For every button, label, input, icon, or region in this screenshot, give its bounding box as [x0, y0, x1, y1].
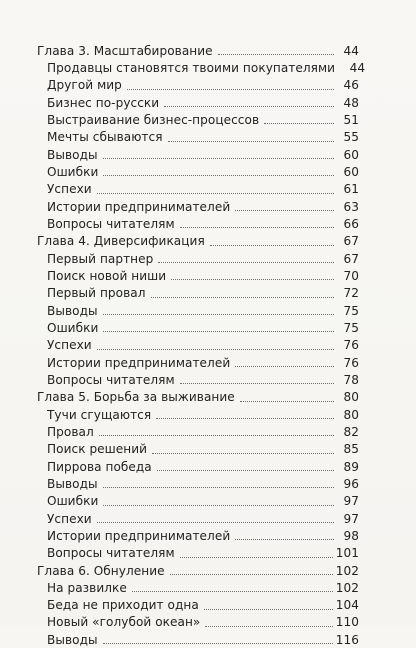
toc-entry-title: Истории предпринимателей: [47, 355, 231, 370]
toc-section-entry: [37, 527, 359, 544]
dot-leader: [156, 417, 334, 419]
dot-leader: [103, 174, 334, 176]
toc-entry-title: Ошибки: [47, 494, 99, 509]
dot-leader: [103, 313, 334, 315]
toc-section-entry: [37, 475, 359, 492]
toc-section-entry: [37, 371, 359, 388]
toc-entry-page-number: 63: [343, 199, 359, 214]
dot-leader: [103, 504, 334, 506]
toc-entry-title: Выводы: [47, 147, 98, 162]
dot-leader: [170, 573, 333, 575]
toc-entry-page-number: 44: [343, 43, 359, 58]
toc-entry-title: Поиск новой ниши: [47, 268, 167, 283]
dot-leader: [99, 434, 334, 436]
dot-leader: [235, 365, 334, 367]
toc-section-entry: [37, 181, 359, 198]
table-of-contents: [37, 42, 366, 648]
toc-entry-page-number: 85: [343, 442, 359, 457]
dot-leader: [180, 556, 333, 558]
toc-section-entry: [37, 614, 359, 631]
toc-section-entry: [37, 198, 359, 215]
toc-section-entry: [37, 406, 359, 423]
toc-entry-page-number: 75: [343, 320, 359, 335]
toc-entry-title: Глава 4. Диверсификация: [37, 234, 205, 249]
toc-entry-page-number: 101: [335, 546, 359, 561]
dot-leader: [235, 209, 334, 211]
dot-leader: [168, 140, 334, 142]
toc-entry-page-number: 55: [343, 130, 359, 145]
toc-entry-page-number: 97: [343, 511, 359, 526]
toc-entry-page-number: 80: [343, 407, 359, 422]
dot-leader: [171, 278, 334, 280]
toc-section-entry: [37, 129, 359, 146]
toc-section-entry: [37, 163, 359, 180]
toc-entry-page-number: 76: [343, 338, 359, 353]
dot-leader: [97, 192, 334, 194]
toc-entry-title: Поиск решений: [47, 442, 148, 457]
toc-entry-title: Успехи: [47, 182, 92, 197]
toc-entry-title: Глава 3. Масштабирование: [37, 43, 213, 58]
toc-section-entry: [37, 510, 359, 527]
toc-section-entry: [37, 441, 359, 458]
toc-section-entry: [37, 493, 359, 510]
toc-entry-title: Успехи: [47, 338, 92, 353]
dot-leader: [164, 105, 334, 107]
toc-entry-title: Ошибки: [47, 164, 99, 179]
toc-entry-title: Новый «голубой океан»: [47, 615, 201, 630]
dot-leader: [127, 88, 334, 90]
toc-entry-title: Продавцы становятся твоими покупателями: [47, 60, 336, 75]
toc-entry-page-number: 75: [343, 303, 359, 318]
toc-entry-title: Пиррова победа: [47, 459, 152, 474]
toc-entry-page-number: 60: [343, 164, 359, 179]
dot-leader: [158, 261, 334, 263]
toc-entry-page-number: 76: [343, 355, 359, 370]
toc-entry-title: Первый партнер: [47, 251, 154, 266]
toc-section-entry: [37, 579, 359, 596]
dot-leader: [264, 122, 334, 124]
toc-entry-page-number: 70: [343, 268, 359, 283]
dot-leader: [180, 382, 334, 384]
toc-entry-page-number: 110: [335, 615, 359, 630]
dot-leader: [204, 608, 333, 610]
toc-entry-title: Глава 5. Борьба за выживание: [37, 390, 235, 405]
toc-entry-page-number: 96: [343, 476, 359, 491]
toc-section-entry: [37, 77, 359, 94]
dot-leader: [103, 157, 334, 159]
toc-entry-title: Беда не приходит одна: [47, 598, 199, 613]
toc-entry-title: Выводы: [47, 476, 98, 491]
toc-section-entry: [37, 545, 359, 562]
toc-section-entry: [37, 250, 359, 267]
toc-entry-page-number: 98: [343, 528, 359, 543]
dot-leader: [157, 469, 334, 471]
toc-section-entry: [37, 319, 359, 336]
toc-entry-title: Провал: [47, 424, 94, 439]
dot-leader: [103, 486, 334, 488]
toc-entry-title: Вопросы читателям: [47, 216, 175, 231]
toc-chapter-entry: [37, 389, 359, 406]
toc-entry-title: Мечты сбываются: [47, 130, 163, 145]
toc-entry-page-number: 102: [335, 563, 359, 578]
toc-entry-page-number: 46: [343, 78, 359, 93]
toc-entry-page-number: 67: [343, 251, 359, 266]
dot-leader: [132, 590, 333, 592]
dot-leader: [235, 538, 334, 540]
toc-chapter-entry: [37, 233, 359, 250]
toc-entry-title: Тучи сгущаются: [47, 407, 152, 422]
dot-leader: [97, 348, 334, 350]
toc-entry-title: Выводы: [47, 303, 98, 318]
toc-entry-page-number: 60: [343, 147, 359, 162]
toc-entry-page-number: 67: [343, 234, 359, 249]
toc-entry-page-number: 102: [335, 580, 359, 595]
toc-section-entry: [37, 285, 359, 302]
toc-entry-page-number: 89: [343, 459, 359, 474]
toc-chapter-entry: [37, 562, 359, 579]
dot-leader: [103, 642, 333, 644]
toc-entry-title: Другой мир: [47, 78, 122, 93]
toc-entry-title: Истории предпринимателей: [47, 199, 231, 214]
toc-entry-title: Истории предпринимателей: [47, 528, 231, 543]
dot-leader: [240, 400, 334, 402]
toc-entry-page-number: 48: [343, 95, 359, 110]
toc-section-entry: [37, 94, 359, 111]
toc-entry-title: Первый провал: [47, 286, 146, 301]
toc-entry-page-number: 82: [343, 424, 359, 439]
toc-entry-page-number: 116: [335, 632, 359, 647]
toc-section-entry: [37, 111, 359, 128]
toc-section-entry: [37, 458, 359, 475]
toc-entry-title: На развилке: [47, 580, 127, 595]
toc-section-entry: [37, 423, 359, 440]
dot-leader: [151, 296, 335, 298]
toc-section-entry: [37, 597, 359, 614]
toc-chapter-entry: [37, 42, 359, 59]
toc-entry-title: Успехи: [47, 511, 92, 526]
toc-entry-page-number: 44: [349, 60, 366, 75]
toc-entry-title: Вопросы читателям: [47, 546, 175, 561]
dot-leader: [180, 226, 334, 228]
dot-leader: [103, 330, 334, 332]
toc-entry-page-number: 80: [343, 390, 359, 405]
toc-section-entry: [37, 302, 359, 319]
toc-section-entry: [37, 215, 359, 232]
toc-section-entry: [37, 354, 359, 371]
toc-entry-title: Бизнес по-русски: [47, 95, 160, 110]
toc-entry-page-number: 97: [343, 494, 359, 509]
toc-entry-title: Выстраивание бизнес-процессов: [47, 112, 260, 127]
toc-entry-page-number: 72: [343, 286, 359, 301]
toc-entry-title: Глава 6. Обнуление: [37, 563, 165, 578]
dot-leader: [152, 452, 334, 454]
toc-entry-page-number: 78: [343, 372, 359, 387]
toc-section-entry: [37, 146, 359, 163]
toc-section-entry: [37, 267, 359, 284]
toc-section-entry: [37, 631, 359, 648]
dot-leader: [205, 625, 332, 627]
toc-entry-title: Ошибки: [47, 320, 99, 335]
toc-entry-page-number: 104: [335, 598, 359, 613]
toc-entry-page-number: 66: [343, 216, 359, 231]
dot-leader: [210, 244, 334, 246]
toc-entry-page-number: 51: [343, 112, 359, 127]
toc-entry-title: Вопросы читателям: [47, 372, 175, 387]
toc-entry-page-number: 61: [343, 182, 359, 197]
toc-entry-title: Выводы: [47, 632, 98, 647]
dot-leader: [218, 53, 334, 55]
toc-section-entry: [37, 59, 366, 76]
dot-leader: [97, 521, 334, 523]
toc-section-entry: [37, 337, 359, 354]
